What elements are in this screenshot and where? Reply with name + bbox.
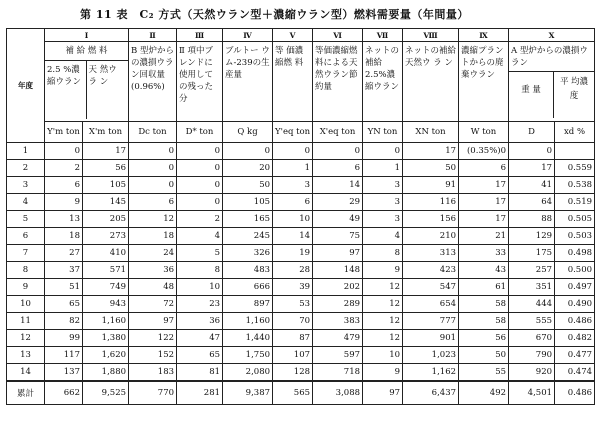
table-cell: 9 <box>45 194 83 211</box>
table-cell: 0.519 <box>555 194 595 211</box>
unit-yn: YN ton <box>363 122 403 143</box>
table-cell: 9,387 <box>223 381 273 405</box>
year-cell: 9 <box>7 279 45 296</box>
table-cell: 901 <box>403 330 459 347</box>
table-cell: 245 <box>223 228 273 245</box>
table-cell: 10 <box>273 211 313 228</box>
table-cell: 479 <box>313 330 363 347</box>
table-cell: 3 <box>363 211 403 228</box>
table-cell: 0 <box>129 160 177 177</box>
table-cell: 128 <box>273 364 313 382</box>
unit-xm: X'm ton <box>83 122 129 143</box>
average-concentration-header: 平 均濃 度 <box>559 77 589 101</box>
table-cell: 12 <box>363 330 403 347</box>
table-cell: 1 <box>273 160 313 177</box>
table-cell: 12 <box>363 313 403 330</box>
table-cell: 148 <box>313 262 363 279</box>
table-cell: 105 <box>223 194 273 211</box>
table-cell: 129 <box>509 228 555 245</box>
table-cell: 55 <box>459 364 509 382</box>
table-cell: 39 <box>273 279 313 296</box>
unit-d: D <box>509 122 555 143</box>
table-cell: 565 <box>273 381 313 405</box>
table-cell: 3 <box>363 194 403 211</box>
table-cell: 202 <box>313 279 363 296</box>
year-cell: 5 <box>7 211 45 228</box>
table-cell: 165 <box>223 211 273 228</box>
table-cell: 897 <box>223 296 273 313</box>
description-row <box>7 42 595 122</box>
a-reactor-group-label: A 型炉からの濃損ウラン <box>509 42 594 72</box>
table-cell: 47 <box>177 330 223 347</box>
table-cell: 18 <box>45 228 83 245</box>
natural-uranium-saving-header: 等価濃縮燃料による天然ウラン節約量 <box>313 42 363 122</box>
enriched-uranium-header: 2.5 %濃 縮ウラン <box>45 61 87 119</box>
roman-3: Ⅲ <box>177 29 223 42</box>
table-cell: 17 <box>403 143 459 160</box>
units-row <box>7 122 595 143</box>
table-cell: 6 <box>313 160 363 177</box>
year-cell: 4 <box>7 194 45 211</box>
table-row <box>7 330 595 347</box>
net-natural-supply-header: ネットの補給天然ウ ラ ン <box>403 42 459 122</box>
table-cell: 12 <box>363 296 403 313</box>
year-header: 年度 <box>7 29 45 143</box>
supply-fuel-group-label: 補 給 燃 料 <box>45 42 128 61</box>
table-cell: 97 <box>129 313 177 330</box>
table-cell: 17 <box>459 177 509 194</box>
table-cell: 2 <box>45 160 83 177</box>
table-cell: 662 <box>45 381 83 405</box>
table-cell: 21 <box>459 228 509 245</box>
table-cell: 50 <box>459 347 509 364</box>
table-cell: 65 <box>45 296 83 313</box>
table-cell: 4 <box>363 228 403 245</box>
table-cell: 547 <box>403 279 459 296</box>
table-cell: 410 <box>83 245 129 262</box>
table-cell: 88 <box>509 211 555 228</box>
year-cell: 1 <box>7 143 45 160</box>
unit-xd: xd % <box>555 122 595 143</box>
table-cell: 19 <box>273 245 313 262</box>
unit-w: W ton <box>459 122 509 143</box>
table-cell: 51 <box>45 279 83 296</box>
equivalent-enriched-fuel-header: 等 価濃 縮燃 料 <box>273 42 313 122</box>
table-cell: 41 <box>509 177 555 194</box>
year-cell: 2 <box>7 160 45 177</box>
roman-10: Ⅹ <box>509 29 595 42</box>
table-row <box>7 177 595 194</box>
table-row <box>7 245 595 262</box>
table-cell: 5 <box>177 245 223 262</box>
table-cell: 1,750 <box>223 347 273 364</box>
year-cell: 3 <box>7 177 45 194</box>
table-cell: 36 <box>129 262 177 279</box>
table-cell: 152 <box>129 347 177 364</box>
table-row <box>7 313 595 330</box>
roman-4: Ⅳ <box>223 29 273 42</box>
year-cell: 6 <box>7 228 45 245</box>
table-cell: 3 <box>273 177 313 194</box>
table-cell: 82 <box>45 313 83 330</box>
table-cell: 943 <box>83 296 129 313</box>
table-cell: 6 <box>459 160 509 177</box>
table-cell: 18 <box>129 228 177 245</box>
table-cell: 56 <box>83 160 129 177</box>
table-cell: 1,380 <box>83 330 129 347</box>
roman-5: Ⅴ <box>273 29 313 42</box>
a-reactor-depleted-header <box>509 42 595 122</box>
table-cell: 8 <box>363 245 403 262</box>
table-cell: 444 <box>509 296 555 313</box>
unit-xeq: X'eq ton <box>313 122 363 143</box>
table-cell: 87 <box>273 330 313 347</box>
table-cell: 0 <box>177 194 223 211</box>
table-cell: 122 <box>129 330 177 347</box>
table-cell: 0.559 <box>555 160 595 177</box>
table-cell: 670 <box>509 330 555 347</box>
table-cell: 3 <box>363 177 403 194</box>
table-cell: 0.477 <box>555 347 595 364</box>
table-cell: 777 <box>403 313 459 330</box>
table-cell: 6 <box>45 177 83 194</box>
table-cell: 6 <box>273 194 313 211</box>
total-row <box>7 381 595 405</box>
table-cell: 49 <box>313 211 363 228</box>
table-cell: 4,501 <box>509 381 555 405</box>
roman-7: Ⅶ <box>363 29 403 42</box>
table-cell: 492 <box>459 381 509 405</box>
table-cell: 483 <box>223 262 273 279</box>
table-cell: 313 <box>403 245 459 262</box>
table-cell: 107 <box>273 347 313 364</box>
table-row <box>7 364 595 382</box>
table-cell: 97 <box>363 381 403 405</box>
table-cell: 6,437 <box>403 381 459 405</box>
b-reactor-recovery-header: B 型炉からの濃損ウラン回収量 (0.96%) <box>129 42 177 122</box>
table-row <box>7 211 595 228</box>
table-cell: 273 <box>83 228 129 245</box>
table-cell: 14 <box>273 228 313 245</box>
year-cell: 8 <box>7 262 45 279</box>
table-cell: 9 <box>363 364 403 382</box>
table-cell: 183 <box>129 364 177 382</box>
table-cell: 29 <box>313 194 363 211</box>
table-cell: 9,525 <box>83 381 129 405</box>
table-cell: 3,088 <box>313 381 363 405</box>
table-cell: 116 <box>403 194 459 211</box>
blend-remainder-header: Ⅱ 項中ブレンドに使用しての残った分 <box>177 42 223 122</box>
table-cell: 326 <box>223 245 273 262</box>
unit-yeq: Y'eq ton <box>273 122 313 143</box>
table-cell: 718 <box>313 364 363 382</box>
table-cell: 50 <box>223 177 273 194</box>
table-cell: 281 <box>177 381 223 405</box>
table-cell: 17 <box>459 194 509 211</box>
year-cell: 12 <box>7 330 45 347</box>
table-cell: 0.500 <box>555 262 595 279</box>
table-cell: 0 <box>177 143 223 160</box>
table-cell: 0.503 <box>555 228 595 245</box>
roman-6: Ⅵ <box>313 29 363 42</box>
table-row <box>7 262 595 279</box>
table-cell: 97 <box>313 245 363 262</box>
table-cell: 205 <box>83 211 129 228</box>
table-cell: 48 <box>129 279 177 296</box>
table-title: 第 11 表 C₂ 方式（天然ウラン型＋濃縮ウラン型）燃料需要量（年間量） <box>80 8 469 21</box>
table-row <box>7 194 595 211</box>
weight-header: 重 量 <box>509 72 554 118</box>
unit-dc: Dc ton <box>129 122 177 143</box>
table-cell: 58 <box>459 296 509 313</box>
table-row <box>7 279 595 296</box>
table-cell: 571 <box>83 262 129 279</box>
table-cell: 53 <box>273 296 313 313</box>
table-cell: 8 <box>177 262 223 279</box>
table-cell: 58 <box>459 313 509 330</box>
table-cell: 0 <box>177 160 223 177</box>
table-cell: 24 <box>129 245 177 262</box>
table-cell: 351 <box>509 279 555 296</box>
table-cell: 105 <box>83 177 129 194</box>
net-enriched-supply-header: ネットの補給 2.5%濃縮ウラン <box>363 42 403 122</box>
year-cell: 13 <box>7 347 45 364</box>
table-cell: 1,620 <box>83 347 129 364</box>
table-cell: 0 <box>129 143 177 160</box>
table-cell: 0 <box>363 143 403 160</box>
table-cell: 0 <box>273 143 313 160</box>
unit-xn: XN ton <box>403 122 459 143</box>
table-cell: 1,160 <box>223 313 273 330</box>
table-cell: 9 <box>363 262 403 279</box>
table-cell: 0 <box>177 177 223 194</box>
fuel-demand-table <box>6 28 595 405</box>
table-row <box>7 143 595 160</box>
unit-q: Q kg <box>223 122 273 143</box>
table-cell: 28 <box>273 262 313 279</box>
table-cell: 0 <box>129 177 177 194</box>
roman-8: Ⅷ <box>403 29 459 42</box>
table-cell: 289 <box>313 296 363 313</box>
roman-9: Ⅸ <box>459 29 509 42</box>
year-cell: 累計 <box>7 381 45 405</box>
table-cell: 10 <box>363 347 403 364</box>
table-row <box>7 296 595 313</box>
table-cell: 64 <box>509 194 555 211</box>
table-cell: 0.490 <box>555 296 595 313</box>
table-cell: 81 <box>177 364 223 382</box>
table-cell: 91 <box>403 177 459 194</box>
unit-ym: Y'm ton <box>45 122 83 143</box>
unit-dstar: D* ton <box>177 122 223 143</box>
roman-numeral-row <box>7 29 595 42</box>
supply-fuel-header <box>45 42 129 122</box>
table-cell: 749 <box>83 279 129 296</box>
table-cell: 23 <box>177 296 223 313</box>
table-cell: 666 <box>223 279 273 296</box>
table-cell: 555 <box>509 313 555 330</box>
roman-1: Ⅰ <box>45 29 129 42</box>
table-cell: 0.482 <box>555 330 595 347</box>
table-cell: 27 <box>45 245 83 262</box>
table-cell: 17 <box>83 143 129 160</box>
table-cell: 17 <box>459 211 509 228</box>
table-cell: 33 <box>459 245 509 262</box>
table-cell: 1,162 <box>403 364 459 382</box>
table-cell: 210 <box>403 228 459 245</box>
year-cell: 14 <box>7 364 45 382</box>
table-cell: 12 <box>363 279 403 296</box>
table-cell: 61 <box>459 279 509 296</box>
table-cell: 37 <box>45 262 83 279</box>
table-cell: 0 <box>223 143 273 160</box>
table-cell: 75 <box>313 228 363 245</box>
table-cell: 0 <box>313 143 363 160</box>
table-cell: 4 <box>177 228 223 245</box>
table-cell: 1,440 <box>223 330 273 347</box>
table-cell: 10 <box>177 279 223 296</box>
table-cell: 12 <box>129 211 177 228</box>
table-cell: 0 <box>509 143 555 160</box>
table-cell: 56 <box>459 330 509 347</box>
table-cell: 50 <box>403 160 459 177</box>
table-cell: 2 <box>177 211 223 228</box>
table-cell: 145 <box>83 194 129 211</box>
table-cell: 99 <box>45 330 83 347</box>
table-cell: 0.497 <box>555 279 595 296</box>
table-cell: 0.486 <box>555 381 595 405</box>
table-cell: 6 <box>129 194 177 211</box>
table-cell: 597 <box>313 347 363 364</box>
table-cell: 72 <box>129 296 177 313</box>
table-cell: 383 <box>313 313 363 330</box>
table-cell: 0.474 <box>555 364 595 382</box>
year-cell: 10 <box>7 296 45 313</box>
table-cell: 14 <box>313 177 363 194</box>
table-cell: 70 <box>273 313 313 330</box>
table-cell: 137 <box>45 364 83 382</box>
table-cell: 36 <box>177 313 223 330</box>
table-cell: 790 <box>509 347 555 364</box>
plant-waste-uranium-header: 濃縮プラントからの廃棄ウラン <box>459 42 509 122</box>
table-cell: 0.486 <box>555 313 595 330</box>
year-cell: 7 <box>7 245 45 262</box>
table-cell: 17 <box>509 160 555 177</box>
table-row <box>7 347 595 364</box>
roman-2: Ⅱ <box>129 29 177 42</box>
table-cell: 1 <box>363 160 403 177</box>
table-cell: (0.35%)0 <box>459 143 509 160</box>
table-cell: 920 <box>509 364 555 382</box>
table-cell: 0.498 <box>555 245 595 262</box>
table-cell: 1,880 <box>83 364 129 382</box>
table-cell: 117 <box>45 347 83 364</box>
table-cell: 1,160 <box>83 313 129 330</box>
table-cell: 1,023 <box>403 347 459 364</box>
natural-uranium-header: 天 然ウ ラ ン <box>88 65 117 87</box>
table-cell <box>555 143 595 160</box>
table-row <box>7 228 595 245</box>
plutonium-production-header: ブルトー ウム-239の生産量 <box>223 42 273 122</box>
table-cell: 257 <box>509 262 555 279</box>
table-cell: 770 <box>129 381 177 405</box>
table-cell: 2,080 <box>223 364 273 382</box>
table-cell: 0.538 <box>555 177 595 194</box>
year-cell: 11 <box>7 313 45 330</box>
table-cell: 0.505 <box>555 211 595 228</box>
table-cell: 65 <box>177 347 223 364</box>
table-cell: 156 <box>403 211 459 228</box>
table-cell: 423 <box>403 262 459 279</box>
table-cell: 0 <box>45 143 83 160</box>
table-cell: 175 <box>509 245 555 262</box>
table-row <box>7 160 595 177</box>
table-cell: 43 <box>459 262 509 279</box>
table-cell: 20 <box>223 160 273 177</box>
table-cell: 13 <box>45 211 83 228</box>
table-cell: 654 <box>403 296 459 313</box>
